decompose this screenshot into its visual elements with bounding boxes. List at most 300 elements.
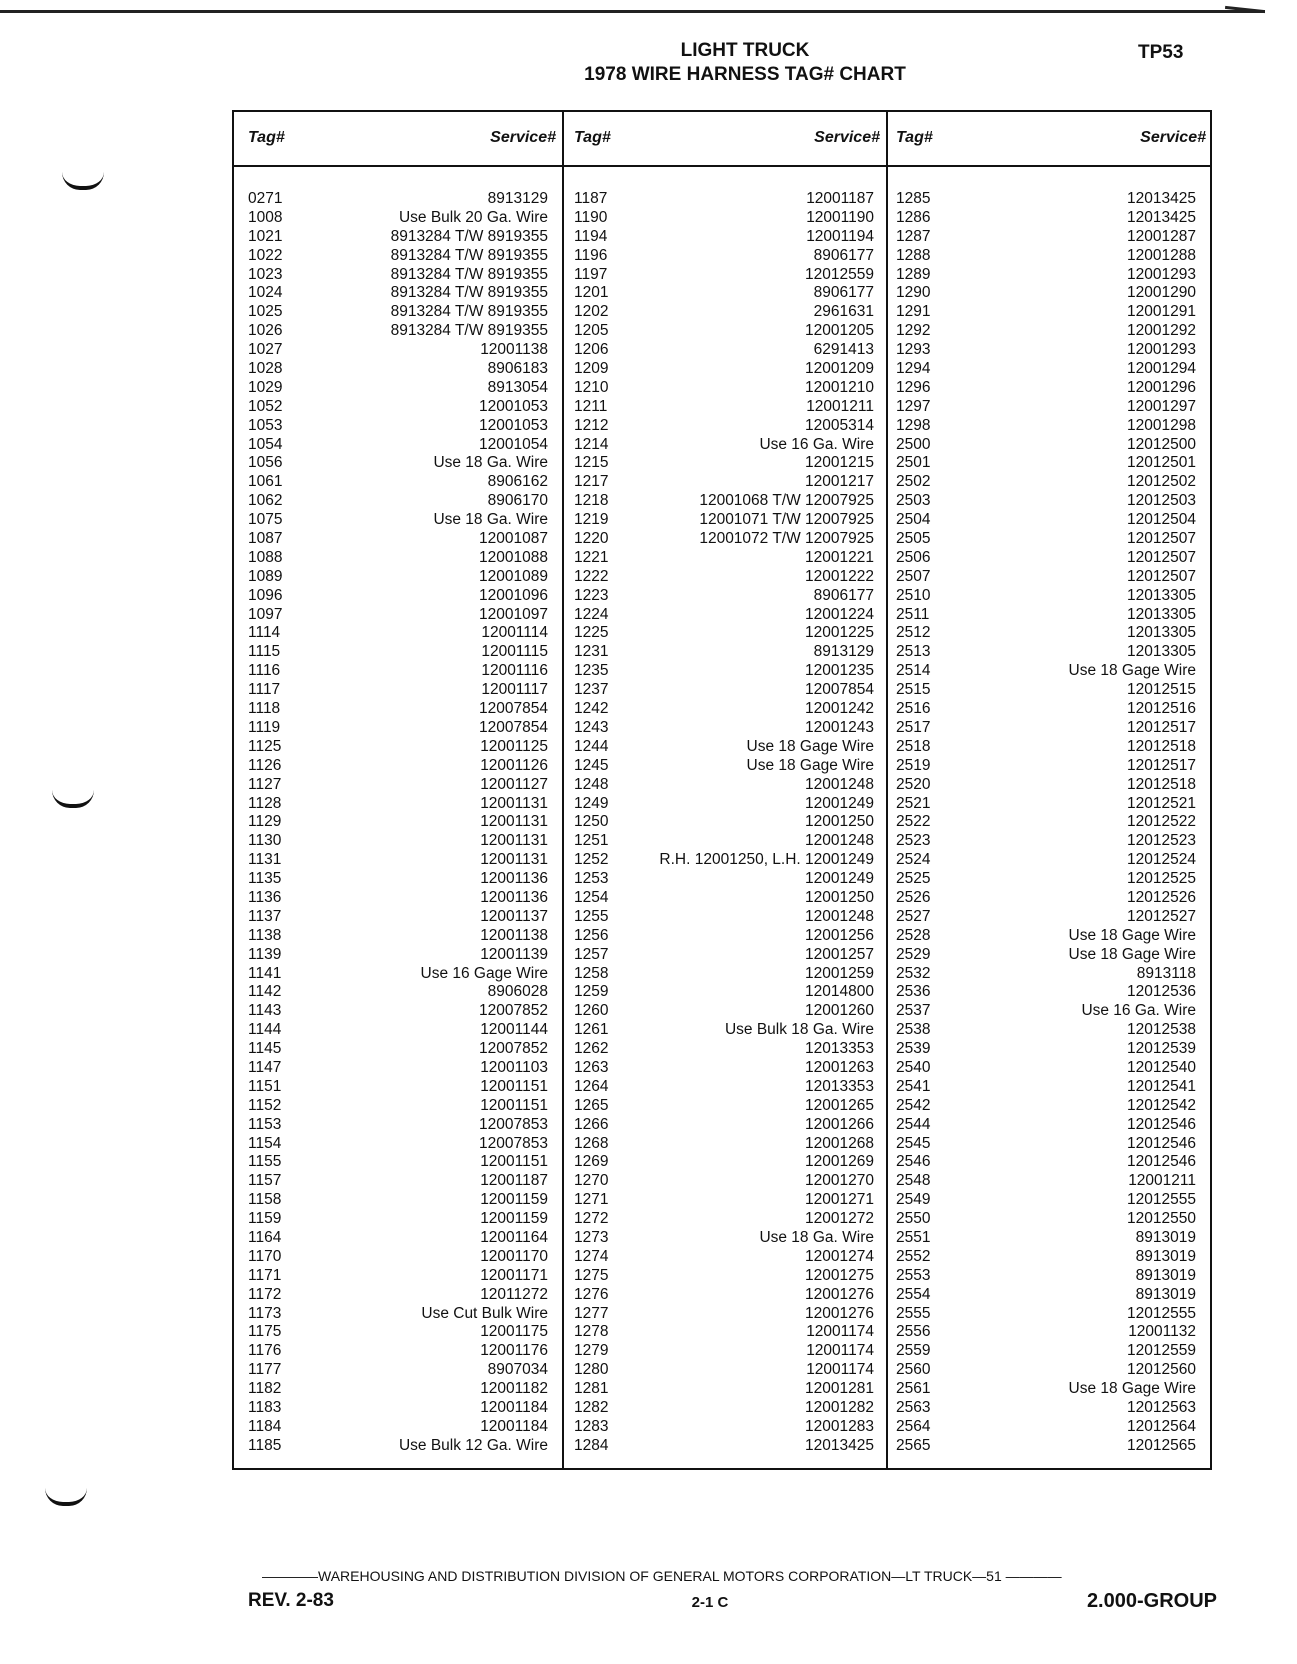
tag-number: 1212 (574, 416, 609, 434)
table-column-1 (248, 190, 548, 1456)
tag-number: 1282 (574, 1399, 609, 1416)
service-number: 12001174 (806, 1361, 874, 1379)
tag-number: 2527 (896, 907, 931, 925)
service-number: 12001248 (805, 775, 874, 793)
table-row (248, 266, 548, 285)
tag-number: 1273 (574, 1228, 609, 1246)
tag-number: 2555 (896, 1304, 931, 1322)
tag-number: 2515 (896, 681, 931, 699)
table-row (574, 530, 874, 549)
tag-number: 1023 (248, 265, 283, 283)
tag-number: 1127 (248, 775, 282, 793)
service-number: Use 18 Gage Wire (1068, 1380, 1196, 1398)
table-row (896, 568, 1196, 587)
table-row (896, 1153, 1196, 1172)
tag-number: 1159 (248, 1210, 282, 1228)
tag-number: 2501 (896, 454, 931, 472)
table-row (248, 757, 548, 776)
tag-number: 2521 (896, 794, 931, 812)
table-row (896, 1248, 1196, 1267)
table-row (248, 473, 548, 492)
document-title: LIGHT TRUCK (680, 40, 810, 61)
service-number: 12012500 (1127, 435, 1196, 453)
service-number: 12012560 (1127, 1361, 1196, 1379)
tag-number: 1022 (248, 246, 283, 264)
table-row (248, 247, 548, 266)
service-number: 12001242 (805, 700, 874, 718)
service-number: 8913019 (1135, 1266, 1196, 1284)
service-number: 8913284 T/W 8919355 (390, 246, 548, 264)
service-number: 12012507 (1127, 530, 1196, 548)
service-number: 12001282 (805, 1399, 874, 1416)
table-row (248, 927, 548, 946)
table-row (574, 662, 874, 681)
service-number: 12001131 (480, 851, 548, 869)
service-number: 8906162 (487, 473, 548, 491)
service-number: 12013425 (805, 1436, 874, 1454)
tag-number: 2526 (896, 888, 931, 906)
service-number: 12001184 (480, 1399, 548, 1416)
service-number: 12001221 (805, 548, 874, 566)
tag-number: 1296 (896, 378, 931, 396)
page-code: TP53 (1138, 42, 1184, 63)
tag-number: 2541 (896, 1077, 931, 1095)
tag-number: 1096 (248, 586, 283, 604)
tag-number: 1275 (574, 1266, 609, 1284)
table-row (574, 190, 874, 209)
table-row (248, 1286, 548, 1305)
table-row (574, 1021, 874, 1040)
tag-number: 1145 (248, 1040, 282, 1058)
table-row (248, 284, 548, 303)
table-row (896, 1097, 1196, 1116)
service-number: 8906177 (813, 284, 874, 302)
table-row (896, 1172, 1196, 1191)
tag-number: 1288 (896, 246, 931, 264)
service-number: 12001054 (479, 435, 548, 453)
tag-number: 2561 (896, 1380, 931, 1398)
table-row (896, 776, 1196, 795)
tag-number: 1029 (248, 378, 283, 396)
table-row (574, 965, 874, 984)
service-number: 12012517 (1127, 756, 1196, 774)
table-row (248, 946, 548, 965)
table-row (574, 587, 874, 606)
table-row (574, 606, 874, 625)
service-number: 12001087 (479, 530, 548, 548)
service-number: 12001293 (1127, 341, 1196, 359)
tag-number: 1260 (574, 1002, 609, 1020)
service-number: 12001271 (805, 1191, 874, 1209)
tag-number: 1153 (248, 1115, 282, 1133)
tag-number: 1206 (574, 341, 609, 359)
service-number: 12012559 (1127, 1342, 1196, 1360)
table-row (896, 1210, 1196, 1229)
tag-number: 1294 (896, 360, 931, 378)
table-row (896, 643, 1196, 662)
table-row (896, 681, 1196, 700)
table-row (896, 322, 1196, 341)
service-number: 12001225 (805, 624, 874, 642)
table-row (896, 1229, 1196, 1248)
service-number: 12001205 (805, 322, 874, 340)
tag-number: 2522 (896, 813, 931, 831)
tag-number: 2528 (896, 926, 931, 944)
tag-number: 1287 (896, 227, 931, 245)
table-row (248, 795, 548, 814)
service-number: 12001131 (480, 832, 548, 850)
service-number: 12013305 (1127, 586, 1196, 604)
tag-number: 1008 (248, 208, 283, 226)
table-row (896, 719, 1196, 738)
service-number: 12001291 (1127, 303, 1196, 321)
tag-number: 1289 (896, 265, 931, 283)
service-number: 12001265 (805, 1096, 874, 1114)
service-number: 8913019 (1135, 1285, 1196, 1303)
footer-division-line: ————WAREHOUSING AND DISTRIBUTION DIVISION OF GENERAL MOTORS CORPORATION—LT TRUCK—51 ———— (262, 1568, 1062, 1584)
service-number: 12012525 (1127, 870, 1196, 888)
tag-number: 2503 (896, 492, 931, 510)
service-number: 12001117 (481, 681, 548, 699)
table-row (574, 624, 874, 643)
service-number: 12012559 (805, 265, 874, 283)
table-row (896, 832, 1196, 851)
table-row (574, 946, 874, 965)
tag-number: 1277 (574, 1304, 609, 1322)
table-row (574, 568, 874, 587)
service-number: 12001296 (1127, 378, 1196, 396)
tag-number: 1219 (574, 511, 609, 529)
table-row (574, 1059, 874, 1078)
tag-number: 1157 (248, 1172, 282, 1190)
service-number: 12001288 (1127, 246, 1196, 264)
table-row (896, 795, 1196, 814)
service-number: 12001276 (805, 1304, 874, 1322)
tag-number: 1155 (248, 1153, 282, 1171)
table-row (896, 1305, 1196, 1324)
service-number: 12001292 (1127, 322, 1196, 340)
service-number: 12001138 (480, 341, 548, 359)
table-row (248, 1418, 548, 1437)
service-number: 12012563 (1127, 1399, 1196, 1416)
tag-number: 1115 (248, 643, 281, 661)
service-number: Use Cut Bulk Wire (421, 1304, 548, 1322)
service-number: 12012518 (1127, 737, 1196, 755)
tag-number: 2552 (896, 1247, 931, 1265)
tag-number: 1297 (896, 397, 931, 415)
table-row (896, 965, 1196, 984)
table-row (896, 624, 1196, 643)
service-number: 12012550 (1127, 1210, 1196, 1228)
tag-number: 1176 (248, 1342, 282, 1360)
binder-hole-mark (45, 1488, 87, 1506)
tag-number: 1128 (248, 794, 282, 812)
service-number: 12012504 (1127, 511, 1196, 529)
service-number: 8913284 T/W 8919355 (390, 227, 548, 245)
group-label: 2.000-GROUP (1086, 1590, 1217, 1612)
document-subtitle: 1978 WIRE HARNESS TAG# CHART (584, 64, 906, 85)
service-number: 12001137 (480, 907, 548, 925)
service-number: 12007852 (479, 1002, 548, 1020)
table-row (896, 870, 1196, 889)
table-row (248, 813, 548, 832)
tag-number: 1129 (248, 813, 282, 831)
tag-number: 1177 (248, 1361, 282, 1379)
tag-number: 1261 (574, 1021, 609, 1039)
table-row (896, 284, 1196, 303)
table-row (574, 284, 874, 303)
tag-number: 1210 (574, 378, 609, 396)
service-number: 12001132 (1128, 1323, 1196, 1341)
service-number: 8906177 (813, 246, 874, 264)
table-row (248, 228, 548, 247)
table-row (574, 1229, 874, 1248)
tag-number: 1221 (574, 548, 609, 566)
tag-number: 2532 (896, 964, 931, 982)
tag-number: 1194 (574, 227, 608, 245)
tag-number: 1205 (574, 322, 609, 340)
tag-number: 1197 (574, 265, 608, 283)
service-number: 12001131 (480, 794, 548, 812)
table-row (574, 813, 874, 832)
table-row (896, 1078, 1196, 1097)
tag-number: 1119 (248, 718, 281, 736)
table-row (896, 908, 1196, 927)
tag-number: 1242 (574, 700, 609, 718)
table-row (248, 360, 548, 379)
service-number: 12012503 (1127, 492, 1196, 510)
service-number: 8913019 (1135, 1228, 1196, 1246)
table-row (248, 1172, 548, 1191)
service-number: 12012524 (1127, 851, 1196, 869)
tag-number: 2545 (896, 1134, 931, 1152)
table-row (574, 700, 874, 719)
column-header-service: Service# (814, 129, 880, 146)
tag-number: 1252 (574, 851, 609, 869)
table-row (574, 1116, 874, 1135)
table-row (896, 889, 1196, 908)
service-number: 12001263 (805, 1058, 874, 1076)
table-row (248, 643, 548, 662)
service-number: 12001298 (1127, 416, 1196, 434)
table-row (574, 1097, 874, 1116)
table-row (574, 719, 874, 738)
tag-number: 1235 (574, 662, 609, 680)
service-number: Use 18 Gage Wire (1068, 926, 1196, 944)
service-number: 12001260 (805, 1002, 874, 1020)
table-row (896, 851, 1196, 870)
table-row (574, 303, 874, 322)
service-number: 12001071 T/W 12007925 (699, 511, 874, 529)
service-number: 12001249 (805, 794, 874, 812)
column-divider (886, 112, 888, 1468)
tag-number: 1136 (248, 888, 282, 906)
tag-number: 1028 (248, 360, 283, 378)
table-row (896, 1342, 1196, 1361)
header-rule (234, 165, 1210, 167)
table-row (248, 1153, 548, 1172)
tag-number: 2504 (896, 511, 931, 529)
service-number: 12001190 (806, 208, 874, 226)
service-number: Use 16 Ga. Wire (759, 435, 874, 453)
tag-number: 1182 (248, 1380, 282, 1398)
tag-number: 1250 (574, 813, 609, 831)
tag-number: 2551 (896, 1228, 931, 1246)
tag-number: 1172 (248, 1285, 282, 1303)
tag-number: 1158 (248, 1191, 282, 1209)
tag-number: 2517 (896, 718, 931, 736)
tag-number: 1214 (574, 435, 609, 453)
table-row (896, 1323, 1196, 1342)
service-number: 12012502 (1127, 473, 1196, 491)
service-number: 6291413 (813, 341, 874, 359)
service-number: 12007853 (479, 1134, 548, 1152)
tag-number: 1217 (574, 473, 609, 491)
tag-number: 1061 (248, 473, 283, 491)
column-header-tag: Tag# (574, 129, 611, 146)
service-number: 12001151 (480, 1096, 548, 1114)
tag-number: 1021 (248, 227, 283, 245)
tag-number: 1062 (248, 492, 283, 510)
tag-number: 0271 (248, 190, 283, 207)
service-number: 12001210 (805, 378, 874, 396)
table-row (574, 851, 874, 870)
table-row (896, 738, 1196, 757)
service-number: 12001275 (805, 1266, 874, 1284)
service-number: 12001136 (480, 888, 548, 906)
tag-number: 1190 (574, 208, 608, 226)
service-number: Use Bulk 12 Ga. Wire (398, 1436, 548, 1454)
service-number: 12012518 (1127, 775, 1196, 793)
table-row (896, 266, 1196, 285)
service-number: 12001175 (480, 1323, 548, 1341)
tag-number: 1147 (248, 1058, 282, 1076)
tag-number: 1270 (574, 1172, 609, 1190)
table-row (896, 1380, 1196, 1399)
service-number: Use 18 Gage Wire (1068, 662, 1196, 680)
service-number: 12012507 (1127, 567, 1196, 585)
tag-number: 2500 (896, 435, 931, 453)
tag-number: 2502 (896, 473, 931, 491)
table-row (248, 1305, 548, 1324)
table-row (896, 454, 1196, 473)
tag-number: 1292 (896, 322, 931, 340)
table-row (574, 511, 874, 530)
service-number: Use 18 Ga. Wire (433, 454, 548, 472)
table-row (896, 1267, 1196, 1286)
service-number: 12001176 (480, 1342, 548, 1360)
table-row (248, 700, 548, 719)
service-number: Use Bulk 18 Ga. Wire (724, 1021, 874, 1039)
service-number: Use 16 Gage Wire (420, 964, 548, 982)
tag-number: 1131 (248, 851, 282, 869)
service-number: 12013353 (805, 1077, 874, 1095)
tag-number: 1220 (574, 530, 609, 548)
tag-number: 2518 (896, 737, 931, 755)
table-row (896, 360, 1196, 379)
tag-number: 1141 (248, 964, 282, 982)
service-number: 12001297 (1127, 397, 1196, 415)
table-row (896, 662, 1196, 681)
table-row (896, 983, 1196, 1002)
service-number: Use 16 Ga. Wire (1081, 1002, 1196, 1020)
service-number: 12007854 (479, 718, 548, 736)
service-number: 2961631 (813, 303, 874, 321)
service-number: 12001164 (480, 1228, 548, 1246)
table-column-2 (574, 190, 874, 1456)
tag-number: 1215 (574, 454, 609, 472)
service-number: 12011272 (480, 1285, 548, 1303)
tag-number: 1285 (896, 190, 931, 207)
tag-number: 2523 (896, 832, 931, 850)
service-number: 12001127 (480, 775, 548, 793)
table-row (248, 606, 548, 625)
tag-number: 1279 (574, 1342, 609, 1360)
tag-number: 1118 (248, 700, 281, 718)
tag-number: 2548 (896, 1172, 931, 1190)
table-row (248, 776, 548, 795)
table-column-3 (896, 190, 1196, 1456)
service-number: 12001294 (1127, 360, 1196, 378)
tag-number: 2520 (896, 775, 931, 793)
service-number: 12001243 (805, 718, 874, 736)
table-row (248, 889, 548, 908)
table-row (248, 1248, 548, 1267)
service-number: 12001053 (479, 416, 548, 434)
table-row (248, 1210, 548, 1229)
table-row (248, 1078, 548, 1097)
service-number: 12001266 (805, 1115, 874, 1133)
service-number: Use 18 Ga. Wire (759, 1228, 874, 1246)
tag-number: 1173 (248, 1304, 282, 1322)
service-number: Use 18 Gage Wire (1068, 945, 1196, 963)
service-number: 12001194 (806, 227, 874, 245)
tag-number: 2542 (896, 1096, 931, 1114)
tag-number: 1298 (896, 416, 931, 434)
table-row (248, 530, 548, 549)
table-row (248, 1059, 548, 1078)
service-number: 12012546 (1127, 1134, 1196, 1152)
tag-number: 2544 (896, 1115, 931, 1133)
table-row (896, 492, 1196, 511)
service-number: 12012536 (1127, 983, 1196, 1001)
tag-number: 2525 (896, 870, 931, 888)
service-number: 12001116 (481, 662, 548, 680)
table-row (574, 1002, 874, 1021)
tag-number: 1171 (248, 1266, 282, 1284)
tag-number: 2538 (896, 1021, 931, 1039)
table-row (574, 473, 874, 492)
tag-number: 1284 (574, 1436, 609, 1454)
service-number: 12012564 (1127, 1417, 1196, 1435)
service-number: 12001072 T/W 12007925 (699, 530, 874, 548)
tag-number: 1130 (248, 832, 282, 850)
service-number: 12001217 (805, 473, 874, 491)
service-number: 12001250 (805, 813, 874, 831)
tag-number: 1272 (574, 1210, 609, 1228)
column-header-tag: Tag# (248, 129, 285, 146)
tag-number: 2516 (896, 700, 931, 718)
tag-number: 1164 (248, 1228, 282, 1246)
service-number: 12012527 (1127, 907, 1196, 925)
table-row (896, 813, 1196, 832)
service-number: 12001131 (480, 813, 548, 831)
tag-number: 1293 (896, 341, 931, 359)
table-row (896, 700, 1196, 719)
service-number: 12001151 (480, 1153, 548, 1171)
service-number: 12001136 (480, 870, 548, 888)
tag-number: 1184 (248, 1417, 282, 1435)
